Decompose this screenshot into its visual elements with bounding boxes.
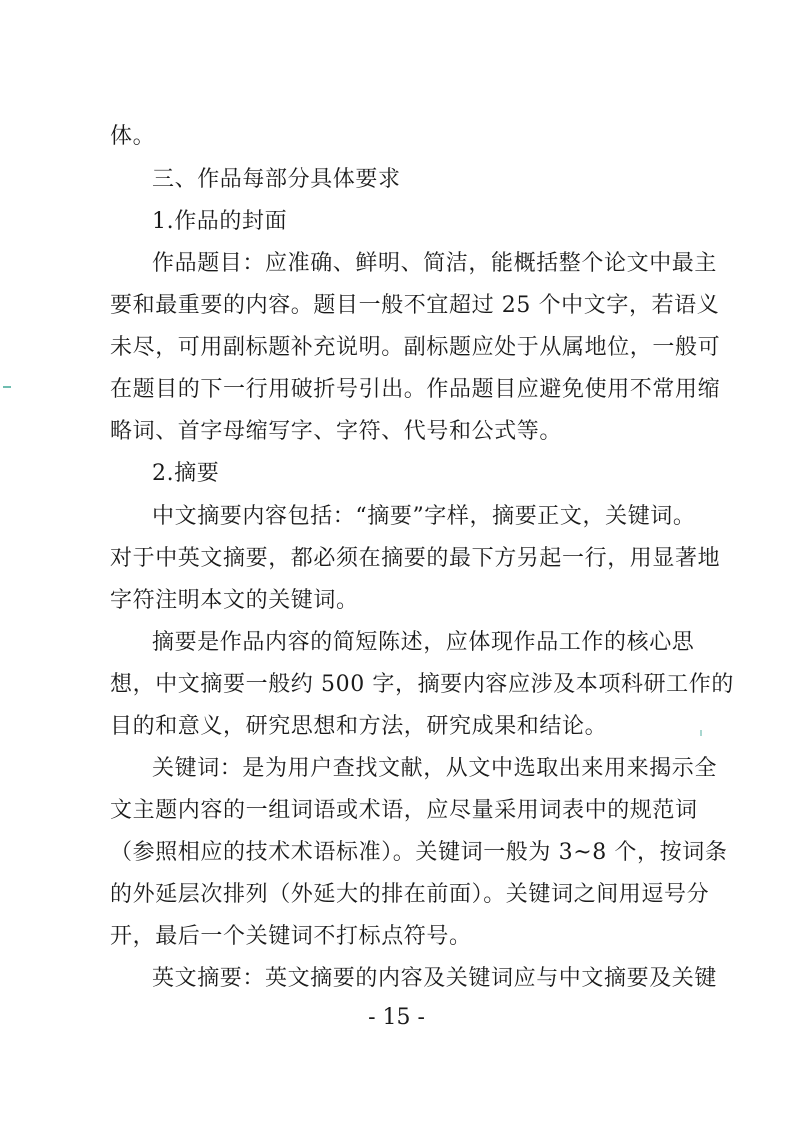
scan-mark xyxy=(700,730,702,736)
subsection-heading: 2.摘要 xyxy=(152,461,220,486)
text-line: 开，最后一个关键词不打标点符号。 xyxy=(110,924,472,949)
text-line: 要和最重要的内容。题目一般不宜超过 25 个中文字，若语义 xyxy=(110,293,720,318)
text-line: 体。 xyxy=(110,124,156,149)
text-line: 关键词：是为用户查找文献，从文中选取出来用来揭示全 xyxy=(152,756,718,781)
scan-mark xyxy=(3,386,11,388)
text-line: 想，中文摘要一般约 500 字，摘要内容应涉及本项科研工作的 xyxy=(110,672,734,697)
text-line: 中文摘要内容包括：“摘要”字样，摘要正文，关键词。 xyxy=(152,504,696,529)
text-line: 的外延层次排列（外延大的排在前面）。关键词之间用逗号分 xyxy=(110,882,710,907)
text-line: 在题目的下一行用破折号引出。作品题目应避免使用不常用缩 xyxy=(110,377,721,402)
text-line: 英文摘要：英文摘要的内容及关键词应与中文摘要及关键 xyxy=(152,966,718,991)
page-number: - 15 - xyxy=(368,1005,425,1030)
text-line: 文主题内容的一组词语或术语，应尽量采用词表中的规范词 xyxy=(110,798,698,823)
text-line: （参照相应的技术术语标准）。关键词一般为 3~8 个，按词条 xyxy=(110,840,728,865)
text-line: 作品题目：应准确、鲜明、简洁，能概括整个论文中最主 xyxy=(152,251,718,276)
text-line: 字符注明本文的关键词。 xyxy=(110,588,359,613)
section-heading: 三、作品每部分具体要求 xyxy=(152,167,401,192)
text-line: 略词、首字母缩写字、字符、代号和公式等。 xyxy=(110,419,563,444)
text-line: 摘要是作品内容的简短陈述，应体现作品工作的核心思 xyxy=(152,630,695,655)
text-line: 未尽，可用副标题补充说明。副标题应处于从属地位，一般可 xyxy=(110,335,721,360)
subsection-heading: 1.作品的封面 xyxy=(152,209,288,234)
text-line: 对于中英文摘要，都必须在摘要的最下方另起一行，用显著地 xyxy=(110,546,721,571)
text-line: 目的和意义，研究思想和方法，研究成果和结论。 xyxy=(110,714,608,739)
